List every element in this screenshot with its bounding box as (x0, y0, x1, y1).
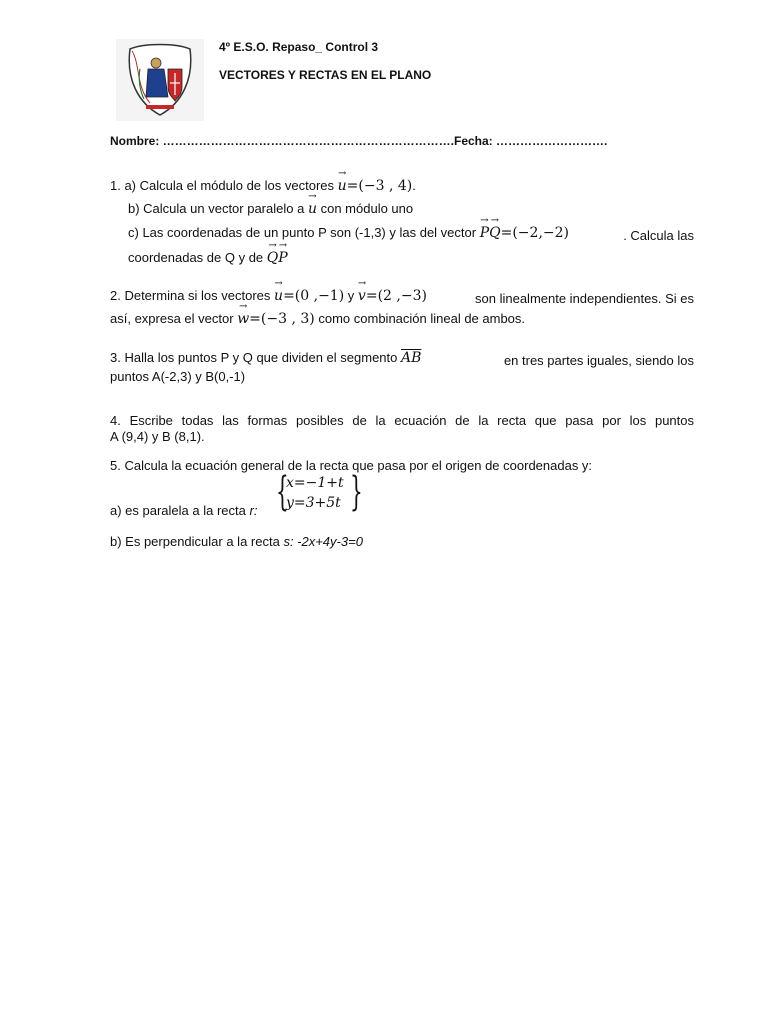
system-right-brace: } (350, 469, 363, 515)
school-logo (116, 39, 204, 121)
system-left-brace: { (276, 469, 289, 515)
question-3-line2: puntos A(-2,3) y B(0,-1) (110, 369, 246, 384)
question-4-line1: 4. Escribe todas las formas posibles de la ecuación de la recta que pasa por los puntos (110, 413, 694, 428)
question-4-line2: A (9,4) y B (8,1). (110, 429, 205, 444)
line-s-equation: s: -2x+4y-3=0 (283, 534, 363, 549)
question-1b (128, 201, 413, 217)
q2-u-value: =(0 ,−1) (283, 288, 345, 304)
q1b-text: b) Calcula un vector paralelo a (128, 201, 305, 216)
q1a-text: 1. a) Calcula el módulo de los vectores (110, 178, 335, 193)
vector-v: → v (358, 288, 366, 304)
q2-w-formula (237, 311, 315, 327)
q2-text1: 2. Determina si los vectores (110, 288, 271, 303)
question-5: 5. Calcula la ecuación general de la recta que pasa por el origen de coordenadas y: (110, 458, 593, 473)
q1c-end: . Calcula las (623, 228, 694, 243)
q2-v-formula (358, 288, 427, 304)
equation-x: x=−1+t (286, 475, 344, 491)
q1c-text: c) Las coordenadas de un punto P son (-1,3) y las del vector (128, 225, 477, 240)
q1a-end: . (412, 178, 416, 193)
vector-p: → P (480, 225, 489, 241)
question-5a (110, 503, 257, 518)
question-1c (128, 225, 694, 241)
q3-text2: en tres partes iguales, siendo los (503, 353, 694, 368)
q1c-formula (480, 225, 569, 241)
vector-q: → Q (267, 250, 278, 266)
parametric-system (276, 469, 363, 516)
question-5b (110, 534, 363, 549)
vector-u: → u (338, 178, 347, 194)
q1b-end: con módulo uno (320, 201, 414, 216)
q1a-value: =(−3 , 4) (346, 178, 413, 194)
question-2-line2 (110, 311, 525, 327)
q5a-text: a) es paralela a la recta (110, 503, 246, 518)
q2-v-value: =(2 ,−3) (365, 288, 427, 304)
q2-w-value: =(−3 , 3) (249, 311, 315, 327)
q2-text4: como combinación lineal de ambos. (318, 311, 526, 326)
q2-text3: así, expresa el vector (110, 311, 234, 326)
q1c-line2-text: coordenadas de Q y de (128, 250, 264, 265)
question-3-line1 (110, 350, 694, 366)
q2-u-formula (274, 288, 344, 304)
document-title: VECTORES Y RECTAS EN EL PLANO (219, 68, 432, 82)
question-2-line1 (110, 288, 694, 304)
q1b-formula (308, 201, 317, 217)
q1a-formula (338, 178, 413, 194)
equation-y: y=3+5t (286, 495, 341, 511)
q3-text1: 3. Halla los puntos P y Q que dividen el segmento (110, 350, 398, 365)
vector-w: → w (237, 311, 249, 327)
q5b-text: b) Es perpendicular a la recta (110, 534, 280, 549)
question-1c-line2 (128, 250, 288, 266)
vector-p: → P (278, 250, 287, 266)
question-1a (110, 178, 416, 194)
line-r-label: r: (249, 503, 258, 518)
vector-u: → u (308, 201, 317, 217)
q2-and: y (347, 288, 355, 303)
q1c-formula-qp (267, 250, 288, 266)
course-title: 4º E.S.O. Repaso_ Control 3 (219, 40, 379, 54)
q2-text2: son linealmente independientes. Si es (475, 291, 694, 306)
segment-ab: $\overline{AB}$ (401, 350, 422, 366)
vector-q: → Q (489, 225, 500, 241)
q1c-value: =(−2,−2) (500, 225, 569, 241)
student-name-date-line: Nombre: ……………………………………………………………….Fecha: ………………………. (110, 134, 608, 148)
vector-u: → u (274, 288, 283, 304)
